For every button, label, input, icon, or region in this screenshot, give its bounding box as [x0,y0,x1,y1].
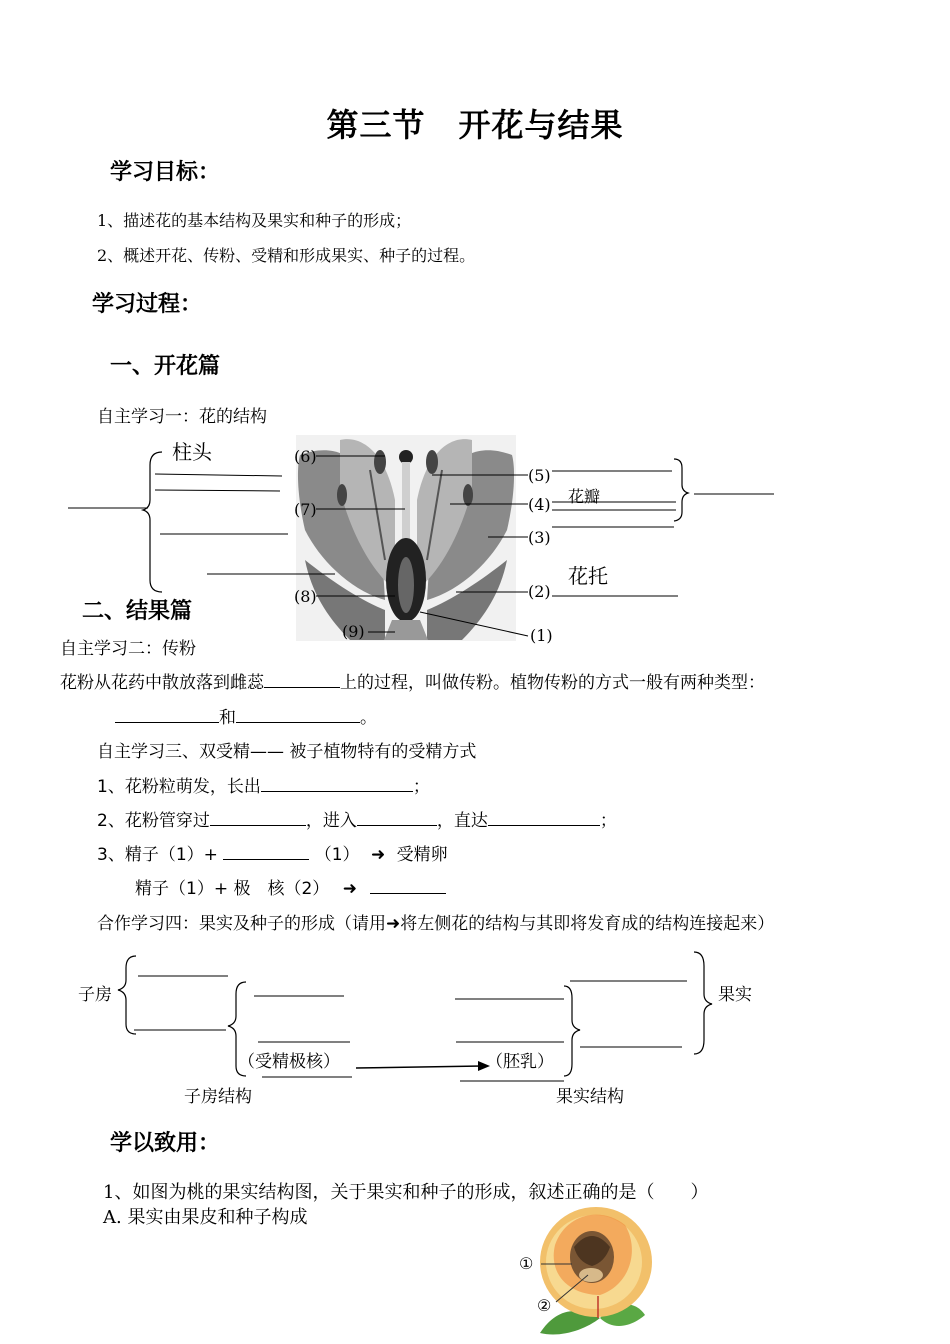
s3-1-end: ； [412,777,430,797]
marker-8: (8) [294,587,317,606]
part2-heading: 二、结果篇 [82,599,193,624]
marker-4: (4) [528,495,551,514]
s3-2-text-b: ，进入 [305,811,357,831]
peach-marker-2: ② [537,1296,552,1315]
study2-label: 自主学习二：传粉 [60,639,196,659]
pollination-text-b: 上的过程，叫做传粉。植物传粉的方式一般有两种类型： [340,673,765,693]
label-fruit: 果实 [718,985,752,1005]
s3-3-text-a: 3、精子（1）+ [97,845,218,865]
marker-9: (9) [342,622,365,641]
marker-2: (2) [528,582,551,601]
question-1: 1、如图为桃的果实结构图，关于果实和种子的形成，叙述正确的是（ ） [103,1182,709,1203]
objective-1: 1、描述花的基本结构及果实和种子的形成； [97,211,412,230]
s3-4-text: 精子（1）+ 极 核（2） [135,879,330,899]
marker-6: (6) [294,447,317,466]
label-fertilized-polar: （受精极核） [238,1052,340,1072]
s3-3-text-c: 受精卵 [396,845,448,865]
s3-3-text-b: （1） [314,845,360,865]
label-fruit-structure: 果实结构 [556,1087,624,1107]
marker-5: (5) [528,466,551,485]
apply-heading: 学以致用： [110,1131,221,1156]
part1-heading: 一、开花篇 [110,354,221,379]
study1-label: 自主学习一：花的结构 [97,407,267,427]
label-receptacle: 花托 [568,564,608,588]
label-ovary-structure: 子房结构 [184,1087,252,1107]
label-ovary: 子房 [78,985,112,1005]
label-stigma: 柱头 [172,440,212,464]
s3-2-end: ； [599,811,617,831]
text-period: 。 [360,708,377,728]
arrow-icon: ➜ [342,879,357,899]
marker-3: (3) [528,528,551,547]
s3-2-text-a: 2、花粉管穿过 [97,811,210,831]
label-endosperm: （胚乳） [486,1052,554,1072]
s3-2-text-c: ，直达 [436,811,488,831]
pollination-text-a: 花粉从花药中散放落到雌蕊 [60,673,264,693]
text-and: 和 [219,708,236,728]
arrow-icon: ➜ [370,845,386,865]
study4-label: 合作学习四：果实及种子的形成（请用➜将左侧花的结构与其即将发育成的结构连接起来） [97,914,775,934]
objective-2: 2、概述开花、传粉、受精和形成果实、种子的过程。 [97,246,476,265]
objectives-heading: 学习目标： [110,160,221,185]
question-1-option-a: A. 果实由果皮和种子构成 [103,1207,308,1228]
process-heading: 学习过程： [92,292,203,317]
marker-1: (1) [530,626,553,645]
s3-1-text: 1、花粉粒萌发，长出 [97,777,261,797]
page-title: 第三节 开花与结果 [326,106,624,144]
peach-marker-1: ① [519,1254,534,1273]
marker-7: (7) [294,500,317,519]
label-petal: 花瓣 [568,487,601,506]
study3-label: 自主学习三、双受精—— 被子植物特有的受精方式 [97,742,477,762]
